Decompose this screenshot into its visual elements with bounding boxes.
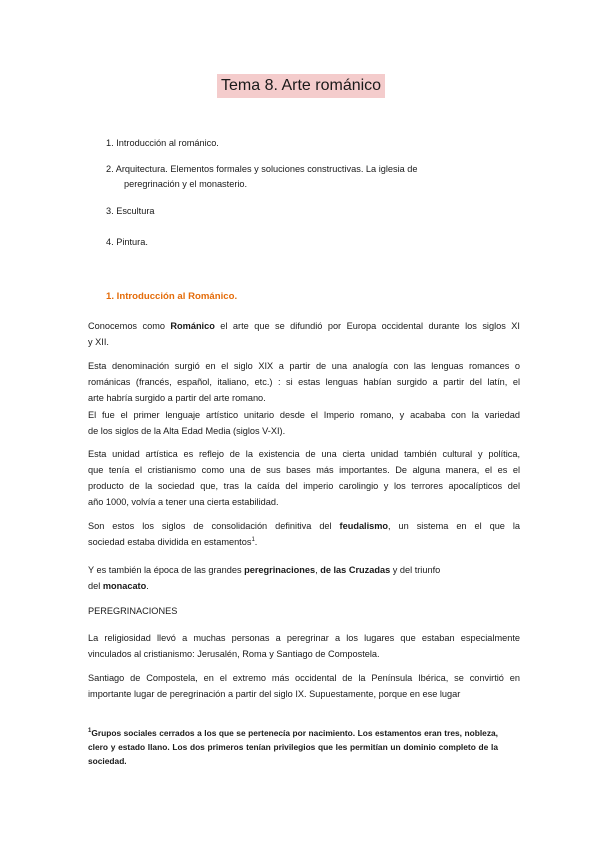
footnote: $^1$Grupos sociales cerrados a los que se pertenecía por nacimiento. Los estamentos eran tres, nobleza, clero y estado llano. Los dos primeros tenían privilegios que les permitían un dominio completo de la sociedad. [88,728,498,766]
paragraph-4: Esta unidad artística es reflejo de la existencia de una cierta unidad también cultural y política, que tenía el cristianismo como una de sus bases más importantes. De alguna manera, el es el producto de la sociedad que, tras la caída del imperio carolingio y los terrores apocalípticos del año 1000, volvía a tener una cierta estabilidad. [88,449,520,507]
toc-item-3: 3. Escultura [106,206,155,216]
toc-item-2: 2. Arquitectura. Elementos formales y soluciones constructivas. La iglesia de [106,164,418,174]
paragraph-2: Esta denominación surgió en el siglo XIX a partir de una analogía con las lenguas romances o románicas (francés, español, italiano, etc.) : si estas lenguas habían surgido a partir del latín, el arte habría surgido a partir del arte romano. [88,361,520,403]
footnote-ref[interactable]: 1 [251,537,255,543]
toc-item-4: 4. Pintura. [106,237,148,247]
footnote-number: 1 [88,728,92,734]
paragraph-7: La religiosidad llevó a muchas personas a peregrinar a los lugares que estaban especialmente vinculados al cristianismo: Jerusalén, Roma y Santiago de Compostela. [88,633,520,659]
paragraph-3: El fue el primer lenguaje artístico unitario desde el Imperio romano, y acababa con la variedad de los siglos de la Alta Edad Media (siglos V-XI). [88,410,520,436]
paragraph-6: Y es también la época de las grandes peregrinaciones, de las Cruzadas y del triunfo del monacato. [88,565,441,591]
paragraph-1: Conocemos como Románico el arte que se difundió por Europa occidental durante los siglos XI y XII. [88,321,520,347]
subheading-peregrinaciones: PEREGRINACIONES [88,606,178,616]
paragraph-5: Son estos los siglos de consolidación definitiva del feudalismo, un sistema en el que la sociedad estaba dividida en estamentos$^1$. [88,521,521,547]
page-title: Tema 8. Arte románico [217,74,385,98]
toc-item-1: 1. Introducción al románico. [106,138,219,148]
toc-item-2-continued: peregrinación y el monasterio. [124,179,248,189]
section-heading: 1. Introducción al Románico. [106,291,238,302]
paragraph-8: Santiago de Compostela, en el extremo más occidental de la Península Ibérica, se convirtió en importante lugar de peregrinación a partir del siglo IX. Supuestamente, porque en ese lugar [88,673,520,699]
